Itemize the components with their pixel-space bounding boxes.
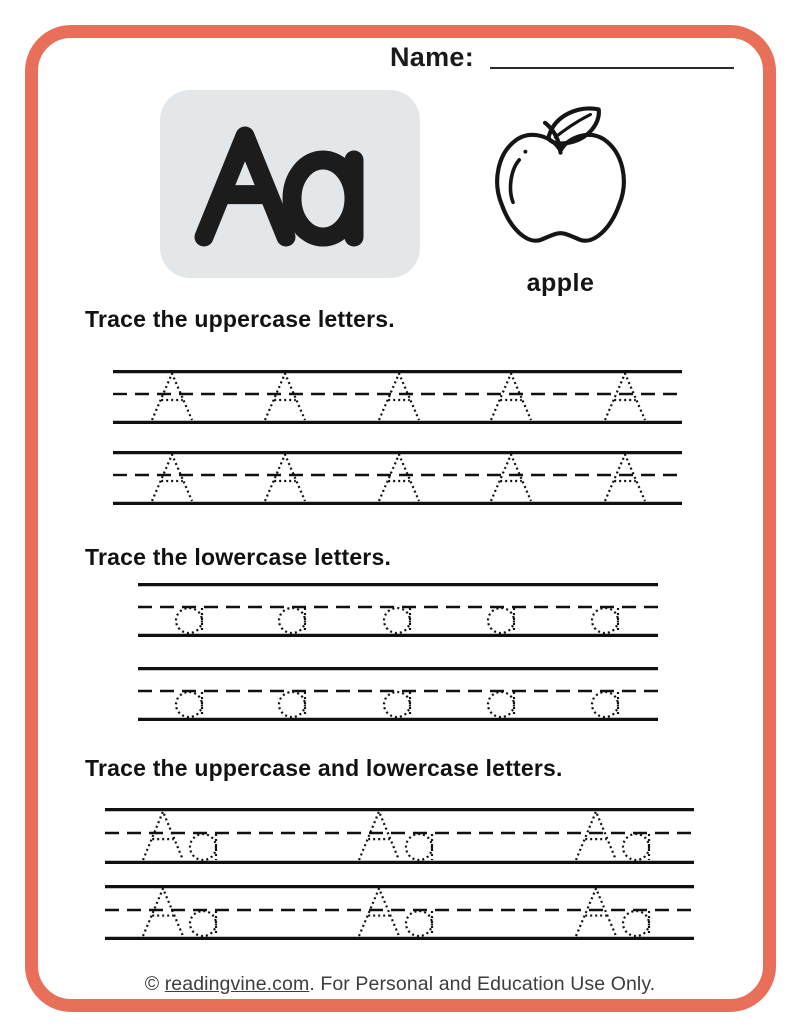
name-write-line (490, 67, 734, 69)
apple-icon (483, 98, 638, 258)
trace-row (105, 885, 694, 940)
heading-trace-mixed: Trace the uppercase and lowercase letters. (85, 755, 563, 781)
footer-copyright (0, 973, 800, 996)
trace-row (138, 583, 658, 637)
readingvine-link[interactable]: readingvine.com (164, 973, 310, 995)
vocabulary-word-label: apple (526, 269, 595, 297)
heading-trace-uppercase: Trace the uppercase letters. (85, 306, 395, 332)
apple-figure (483, 98, 638, 298)
trace-row (113, 370, 682, 424)
trace-row (113, 451, 682, 505)
name-label: Name: (390, 42, 475, 72)
copyright-symbol: © (144, 973, 165, 995)
letter-card (160, 90, 420, 278)
trace-row (138, 667, 658, 721)
heading-trace-lowercase: Trace the lowercase letters. (85, 544, 392, 570)
trace-row (105, 808, 694, 864)
footer-usage-text: . For Personal and Education Use Only. (309, 973, 656, 995)
letter-card-glyphs (160, 90, 420, 278)
name-row (390, 42, 734, 73)
